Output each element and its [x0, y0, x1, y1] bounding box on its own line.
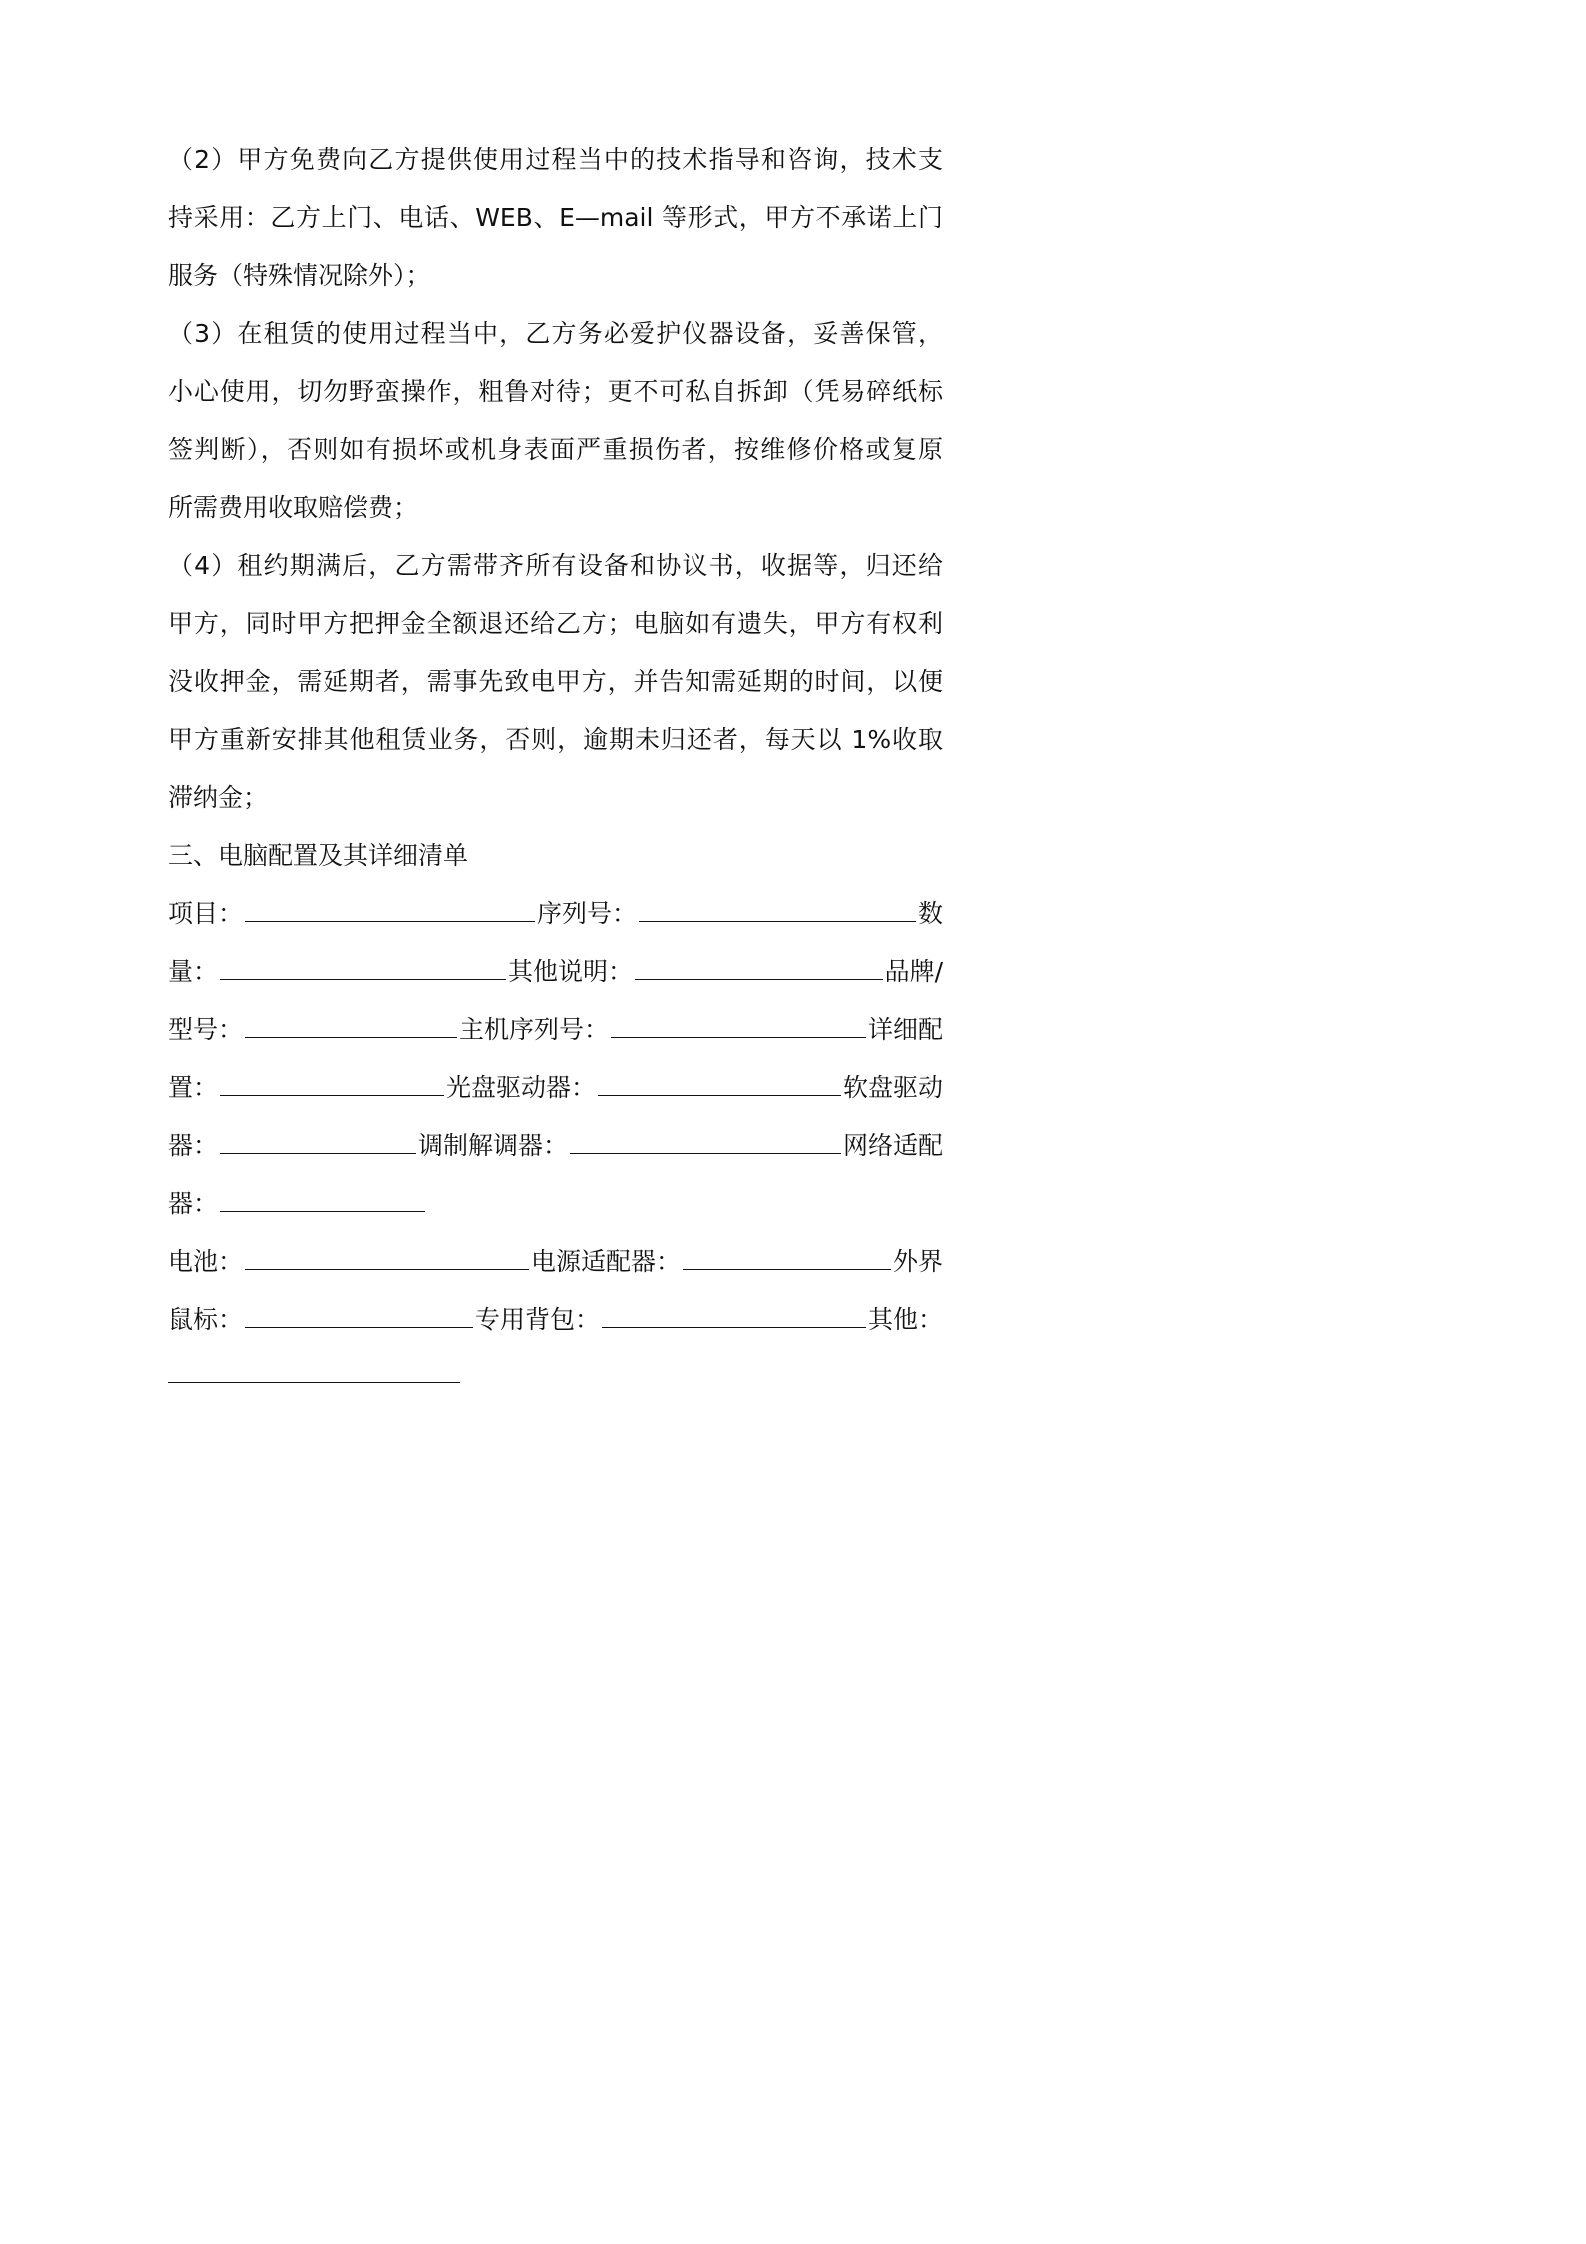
- brand-label: 品牌/: [884, 957, 943, 986]
- serial-number-label: 序列号：: [537, 899, 638, 928]
- external-mouse-label-start: 外界: [892, 1247, 943, 1276]
- optical-drive-blank: [598, 1071, 841, 1096]
- paragraph-3-line-4: 所需费用收取赔偿费；: [168, 493, 419, 522]
- serial-number-blank: [639, 897, 916, 922]
- section-3-title: 三、电脑配置及其详细清单: [168, 841, 469, 870]
- modem-blank: [570, 1129, 841, 1154]
- form-row-7: [168, 1242, 943, 1282]
- other-blank: [168, 1358, 460, 1383]
- detailed-config-label-start: 详细配: [867, 1015, 943, 1044]
- paragraph-4-line-5: 滞纳金；: [168, 783, 269, 812]
- paragraph-3-line-2: 小心使用，切勿野蛮操作，粗鲁对待；更不可私自拆卸（凭易碎纸标: [168, 377, 943, 406]
- host-serial-label: 主机序列号：: [459, 1015, 610, 1044]
- paragraph-3-line-3: 签判断），否则如有损坏或机身表面严重损伤者，按维修价格或复原: [168, 435, 943, 464]
- form-row-8: [168, 1300, 943, 1340]
- floppy-drive-blank: [220, 1129, 416, 1154]
- other-notes-label: 其他说明：: [508, 957, 634, 986]
- form-row-6: [168, 1184, 943, 1224]
- other-label: 其他：: [867, 1305, 943, 1334]
- battery-blank: [245, 1245, 529, 1270]
- quantity-blank: [220, 955, 506, 980]
- optical-drive-label: 光盘驱动器：: [446, 1073, 597, 1102]
- paragraph-4-line-1: （4）租约期满后，乙方需带齐所有设备和协议书，收据等，归还给: [168, 551, 943, 580]
- detailed-config-blank: [220, 1071, 444, 1096]
- paragraph-4-line-3: 没收押金，需延期者，需事先致电甲方，并告知需延期的时间，以便: [168, 667, 943, 696]
- form-row-5: [168, 1126, 943, 1166]
- form-row-2: [168, 952, 943, 992]
- form-row-4: [168, 1068, 943, 1108]
- power-adapter-blank: [683, 1245, 891, 1270]
- power-adapter-label: 电源适配器：: [531, 1247, 682, 1276]
- paragraph-2-line-3: 服务（特殊情况除外）；: [168, 261, 431, 290]
- external-mouse-label-end: 鼠标：: [168, 1305, 244, 1334]
- document-page: [0, 0, 1100, 1556]
- paragraph-2-line-2: 持采用：乙方上门、电话、WEB、E—mail 等形式，甲方不承诺上门: [168, 203, 943, 232]
- model-blank: [245, 1013, 457, 1038]
- modem-label: 调制解调器：: [418, 1131, 569, 1160]
- host-serial-blank: [611, 1013, 866, 1038]
- form-row-3: [168, 1010, 943, 1050]
- network-adapter-label-end: 器：: [168, 1189, 219, 1218]
- form-row-1: [168, 894, 943, 934]
- model-label: 型号：: [168, 1015, 244, 1044]
- mouse-blank: [245, 1303, 473, 1328]
- quantity-label-start: 数: [917, 899, 943, 928]
- dedicated-bag-blank: [602, 1303, 866, 1328]
- quantity-label-end: 量：: [168, 957, 219, 986]
- floppy-drive-label-start: 软盘驱动: [842, 1073, 943, 1102]
- paragraph-2-line-1: （2）甲方免费向乙方提供使用过程当中的技术指导和咨询，技术支: [168, 145, 943, 174]
- detailed-config-label-end: 置：: [168, 1073, 219, 1102]
- paragraph-4-line-4: 甲方重新安排其他租赁业务，否则，逾期未归还者，每天以 1%收取: [168, 725, 943, 754]
- other-notes-blank: [635, 955, 883, 980]
- paragraph-3-line-1: （3）在租赁的使用过程当中，乙方务必爱护仪器设备，妥善保管，: [168, 319, 943, 348]
- network-adapter-blank: [220, 1187, 425, 1212]
- network-adapter-label-start: 网络适配: [842, 1131, 943, 1160]
- dedicated-bag-label: 专用背包：: [475, 1305, 601, 1334]
- floppy-drive-label-end: 器：: [168, 1131, 219, 1160]
- project-blank: [245, 897, 535, 922]
- project-label: 项目：: [168, 899, 244, 928]
- form-row-9: [168, 1358, 943, 1398]
- battery-label: 电池：: [168, 1247, 244, 1276]
- paragraph-4-line-2: 甲方，同时甲方把押金全额退还给乙方；电脑如有遗失，甲方有权利: [168, 609, 943, 638]
